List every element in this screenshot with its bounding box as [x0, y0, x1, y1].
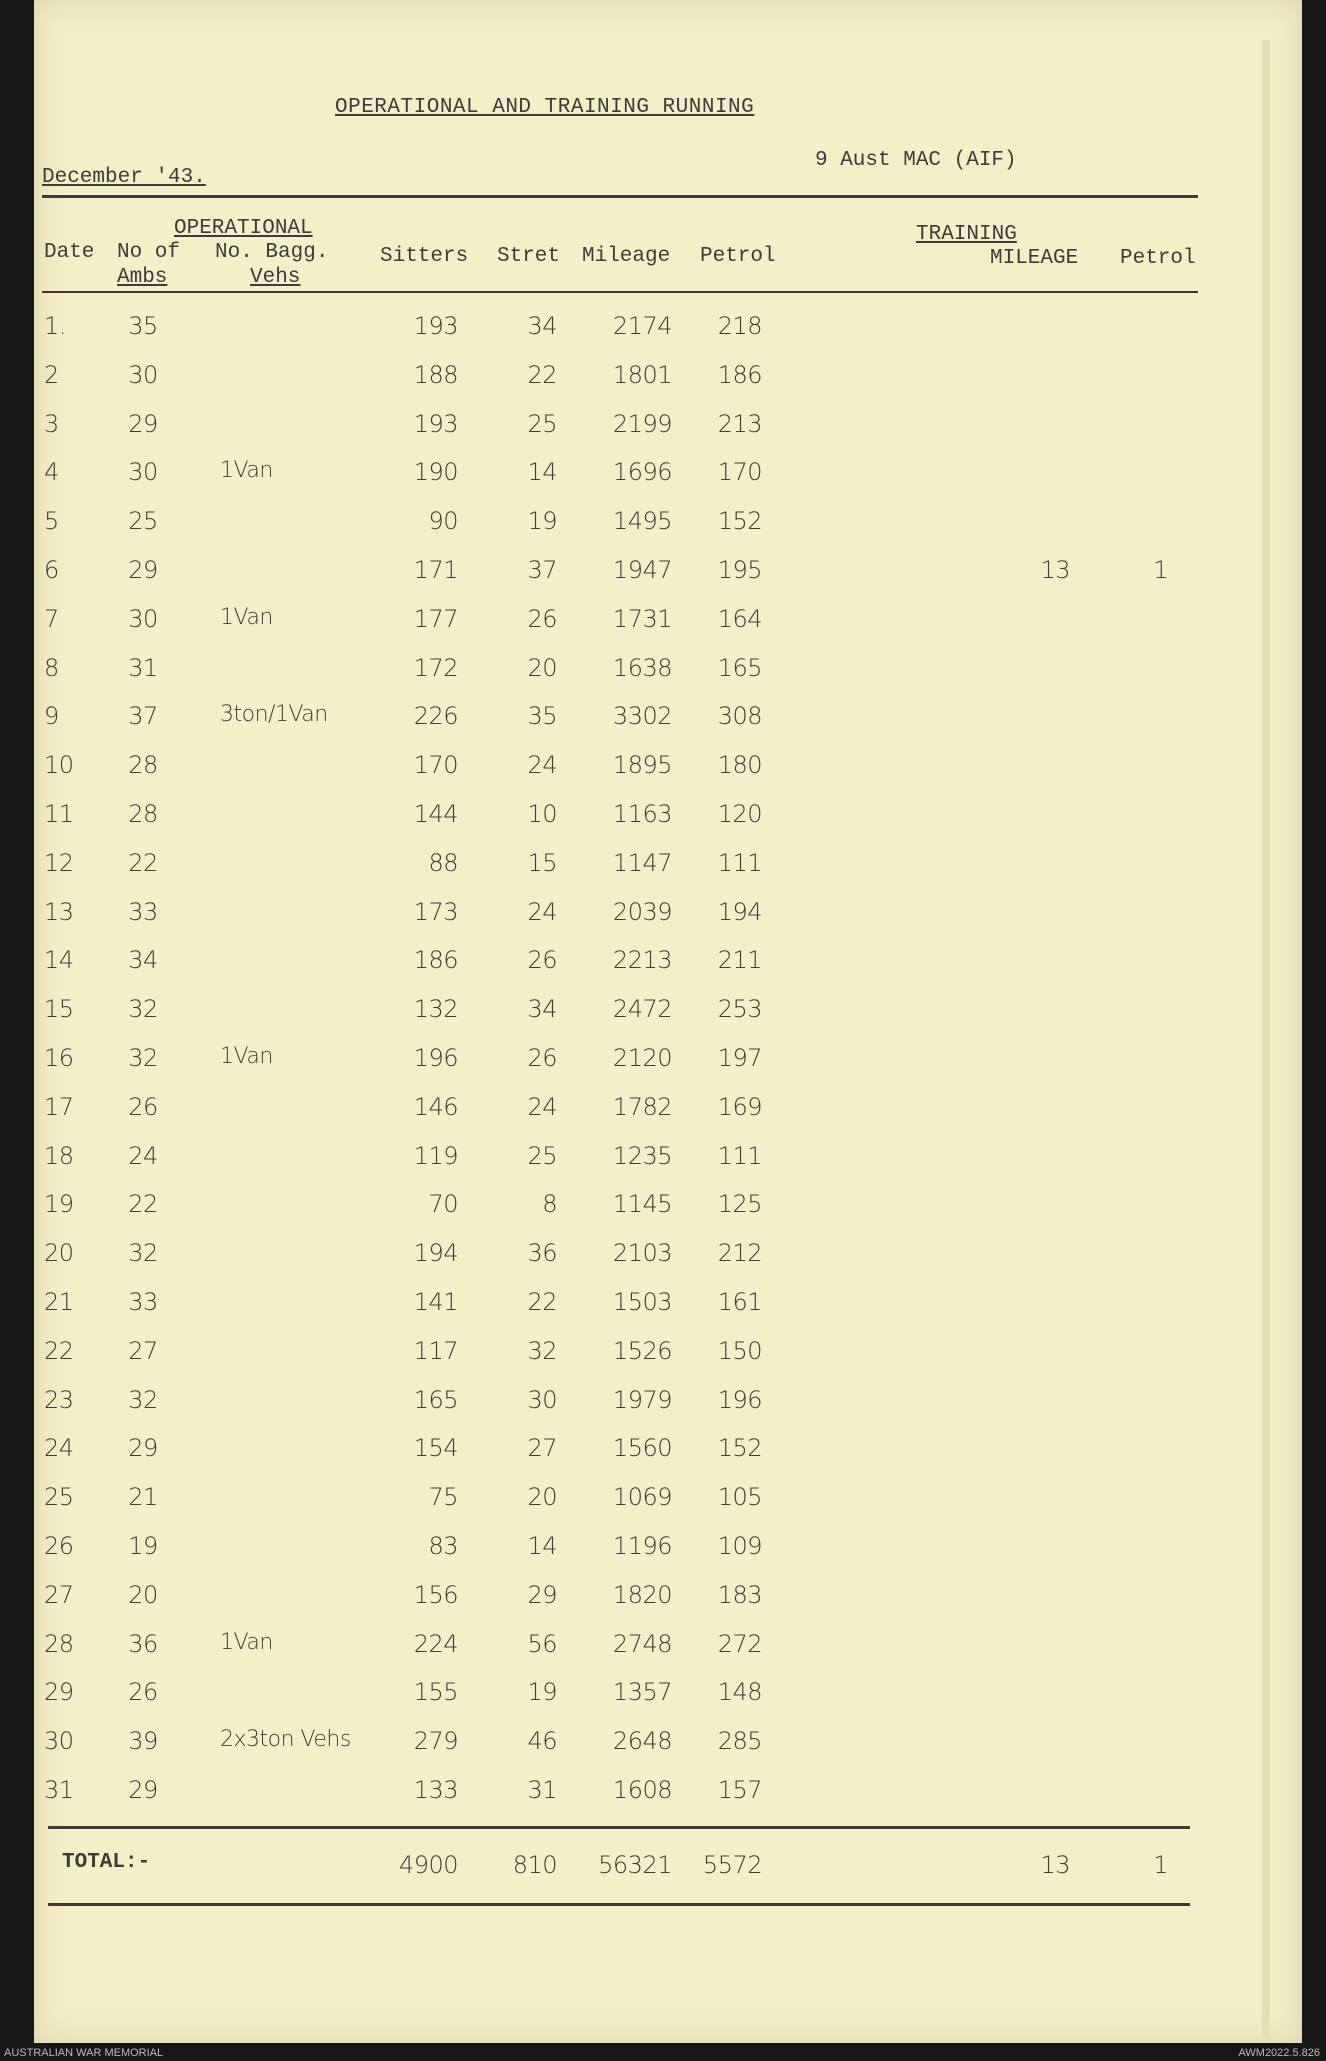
row-petrol: 170: [717, 458, 762, 486]
row-petrol: 186: [717, 361, 762, 389]
header-petrol: Petrol: [700, 245, 776, 268]
table-row: [0, 1483, 1268, 1523]
row-stret: 36: [527, 1239, 557, 1267]
header-no-bagg: No. Bagg.: [215, 241, 329, 264]
row-stret: 27: [527, 1434, 557, 1462]
row-mileage: 2039: [612, 898, 672, 926]
row-stret: 29: [527, 1581, 557, 1609]
total-training-mileage: 13: [1040, 1851, 1070, 1879]
table-row: [0, 654, 1268, 694]
row-bagg-vehs: 1Van: [220, 605, 273, 630]
row-petrol: 272: [717, 1630, 762, 1658]
row-bagg-vehs: 3ton/1Van: [220, 702, 328, 727]
table-row: [0, 800, 1268, 840]
row-stret: 19: [527, 507, 557, 535]
row-sitters: 155: [413, 1678, 458, 1706]
row-stret: 10: [527, 800, 557, 828]
row-sitters: 194: [413, 1239, 458, 1267]
table-row: [0, 1337, 1268, 1377]
row-date: 30: [44, 1727, 74, 1755]
row-date: 14: [44, 946, 74, 974]
row-mileage: 1801: [612, 361, 672, 389]
table-row: [0, 751, 1268, 791]
row-petrol: 183: [717, 1581, 762, 1609]
row-stret: 24: [527, 898, 557, 926]
row-mileage: 2174: [612, 312, 672, 340]
row-sitters: 196: [413, 1044, 458, 1072]
row-ambs: 29: [128, 410, 158, 438]
row-date: 8: [44, 654, 59, 682]
row-ambs: 19: [128, 1532, 158, 1560]
row-stret: 56: [527, 1630, 557, 1658]
row-mileage: 1820: [612, 1581, 672, 1609]
row-date: 28: [44, 1630, 74, 1658]
row-bagg-vehs: 2x3ton Vehs: [220, 1727, 351, 1752]
row-petrol: 196: [717, 1386, 762, 1414]
row-petrol: 211: [717, 946, 762, 974]
row-mileage: 1196: [612, 1532, 672, 1560]
row-ambs: 25: [128, 507, 158, 535]
row-mileage: 1163: [612, 800, 672, 828]
row-sitters: 144: [413, 800, 458, 828]
row-bagg-vehs: 1Van: [220, 1044, 273, 1069]
row-date: 18: [44, 1142, 74, 1170]
row-ambs: 26: [128, 1093, 158, 1121]
row-sitters: 75: [428, 1483, 458, 1511]
table-row: [0, 1727, 1268, 1767]
row-ambs: 33: [128, 898, 158, 926]
row-date: 7: [44, 605, 59, 633]
row-ambs: 27: [128, 1337, 158, 1365]
row-sitters: 141: [413, 1288, 458, 1316]
row-petrol: 161: [717, 1288, 762, 1316]
table-row: [0, 507, 1268, 547]
row-mileage: 2213: [612, 946, 672, 974]
row-sitters: 188: [413, 361, 458, 389]
row-stret: 46: [527, 1727, 557, 1755]
row-bagg-vehs: 1Van: [220, 458, 273, 483]
row-petrol: 164: [717, 605, 762, 633]
footer-left: AUSTRALIAN WAR MEMORIAL: [4, 2047, 164, 2059]
row-training-petrol: 1: [1153, 556, 1168, 584]
row-sitters: 154: [413, 1434, 458, 1462]
row-sitters: 193: [413, 410, 458, 438]
operational-heading: OPERATIONAL: [174, 217, 313, 240]
table-row: [0, 946, 1268, 986]
header-training-petrol: Petrol: [1120, 247, 1196, 270]
row-mileage: 1731: [612, 605, 672, 633]
row-ambs: 21: [128, 1483, 158, 1511]
row-sitters: 165: [413, 1386, 458, 1414]
table-row: [0, 458, 1268, 498]
row-stret: 8: [542, 1190, 557, 1218]
row-stret: 22: [527, 1288, 557, 1316]
totals-rule-bottom: [48, 1903, 1190, 1906]
row-date: 3: [44, 410, 59, 438]
header-no-of: No of: [117, 241, 181, 264]
table-row: [0, 1581, 1268, 1621]
table-row: [0, 605, 1268, 645]
row-stret: 26: [527, 1044, 557, 1072]
row-petrol: 165: [717, 654, 762, 682]
row-petrol: 105: [717, 1483, 762, 1511]
row-ambs: 32: [128, 1386, 158, 1414]
row-ambs: 35: [128, 312, 158, 340]
row-mileage: 1947: [612, 556, 672, 584]
row-petrol: 152: [717, 1434, 762, 1462]
row-sitters: 170: [413, 751, 458, 779]
row-petrol: 169: [717, 1093, 762, 1121]
row-stret: 14: [527, 1532, 557, 1560]
row-date: 22: [44, 1337, 74, 1365]
row-petrol: 253: [717, 995, 762, 1023]
row-petrol: 213: [717, 410, 762, 438]
row-stret: 25: [527, 1142, 557, 1170]
row-petrol: 111: [717, 849, 762, 877]
header-rule-bottom: [42, 291, 1198, 293]
row-ambs: 22: [128, 849, 158, 877]
row-mileage: 1782: [612, 1093, 672, 1121]
row-sitters: 193: [413, 312, 458, 340]
totals-label: TOTAL:-: [62, 1851, 151, 1874]
row-ambs: 22: [128, 1190, 158, 1218]
row-sitters: 146: [413, 1093, 458, 1121]
row-petrol: 150: [717, 1337, 762, 1365]
row-ambs: 26: [128, 1678, 158, 1706]
row-mileage: 2103: [612, 1239, 672, 1267]
table-row: [0, 1776, 1268, 1816]
row-ambs: 30: [128, 605, 158, 633]
total-sitters: 4900: [398, 1851, 458, 1879]
row-mileage: 1638: [612, 654, 672, 682]
row-date: 4: [44, 458, 59, 486]
document-title: OPERATIONAL AND TRAINING RUNNING: [335, 96, 755, 119]
header-ambs: Ambs: [117, 266, 168, 289]
table-row: [0, 702, 1268, 742]
row-date: 27: [44, 1581, 74, 1609]
footer-right: AWM2022.5.826: [1238, 2047, 1320, 2059]
total-petrol: 5572: [702, 1851, 762, 1879]
row-training-mileage: 13: [1040, 556, 1070, 584]
table-row: [0, 1630, 1268, 1670]
row-petrol: 212: [717, 1239, 762, 1267]
row-ambs: 29: [128, 1776, 158, 1804]
table-row: [0, 1190, 1268, 1230]
row-stret: 35: [527, 702, 557, 730]
row-mileage: 1503: [612, 1288, 672, 1316]
header-rule-top: [42, 195, 1198, 198]
month-label: December '43.: [42, 166, 206, 189]
total-training-petrol: 1: [1153, 1851, 1168, 1879]
row-ambs: 29: [128, 556, 158, 584]
row-mileage: 2199: [612, 410, 672, 438]
row-date: 21: [44, 1288, 74, 1316]
row-mileage: 1495: [612, 507, 672, 535]
row-petrol: 111: [717, 1142, 762, 1170]
table-row: [0, 995, 1268, 1035]
table-row: [0, 1142, 1268, 1182]
table-row: [0, 556, 1268, 596]
row-mileage: 1696: [612, 458, 672, 486]
row-stret: 30: [527, 1386, 557, 1414]
header-date: Date: [44, 241, 95, 264]
total-mileage: 56321: [598, 1851, 672, 1879]
row-date: 5: [44, 507, 59, 535]
row-ambs: 32: [128, 1239, 158, 1267]
row-date: 19: [44, 1190, 74, 1218]
row-ambs: 33: [128, 1288, 158, 1316]
row-mileage: 2748: [612, 1630, 672, 1658]
row-mileage: 1526: [612, 1337, 672, 1365]
row-petrol: 285: [717, 1727, 762, 1755]
row-stret: 34: [527, 312, 557, 340]
header-training-mileage: MILEAGE: [990, 247, 1079, 270]
row-mileage: 1608: [612, 1776, 672, 1804]
training-heading: TRAINING: [916, 223, 1017, 246]
row-mileage: 1145: [612, 1190, 672, 1218]
table-row: [0, 849, 1268, 889]
table-row: [0, 361, 1268, 401]
row-ambs: 32: [128, 1044, 158, 1072]
row-stret: 24: [527, 751, 557, 779]
row-petrol: 157: [717, 1776, 762, 1804]
row-petrol: 125: [717, 1190, 762, 1218]
row-sitters: 186: [413, 946, 458, 974]
table-row: [0, 1093, 1268, 1133]
row-mileage: 2472: [612, 995, 672, 1023]
table-row: [0, 1288, 1268, 1328]
row-mileage: 3302: [612, 702, 672, 730]
table-row: [0, 1678, 1268, 1718]
row-sitters: 190: [413, 458, 458, 486]
row-sitters: 83: [428, 1532, 458, 1560]
row-date: 26: [44, 1532, 74, 1560]
row-date: 24: [44, 1434, 74, 1462]
row-date: 16: [44, 1044, 74, 1072]
row-stret: 20: [527, 654, 557, 682]
row-stret: 26: [527, 946, 557, 974]
row-date: 25: [44, 1483, 74, 1511]
row-ambs: 28: [128, 800, 158, 828]
row-sitters: 173: [413, 898, 458, 926]
row-petrol: 195: [717, 556, 762, 584]
row-mileage: 1069: [612, 1483, 672, 1511]
table-row: [0, 312, 1268, 352]
row-ambs: 36: [128, 1630, 158, 1658]
row-stret: 15: [527, 849, 557, 877]
row-stret: 24: [527, 1093, 557, 1121]
row-sitters: 171: [413, 556, 458, 584]
row-petrol: 197: [717, 1044, 762, 1072]
row-mileage: 2120: [612, 1044, 672, 1072]
row-sitters: 279: [413, 1727, 458, 1755]
row-mileage: 1979: [612, 1386, 672, 1414]
header-stret: Stret: [497, 245, 561, 268]
row-mileage: 1560: [612, 1434, 672, 1462]
header-vehs: Vehs: [250, 266, 301, 289]
row-sitters: 88: [428, 849, 458, 877]
row-ambs: 34: [128, 946, 158, 974]
row-stret: 26: [527, 605, 557, 633]
row-petrol: 120: [717, 800, 762, 828]
table-row: [0, 1532, 1268, 1572]
row-petrol: 148: [717, 1678, 762, 1706]
unit-name: 9 Aust MAC (AIF): [815, 149, 1017, 172]
row-sitters: 177: [413, 605, 458, 633]
table-row: [0, 1386, 1268, 1426]
row-ambs: 30: [128, 361, 158, 389]
row-mileage: 2648: [612, 1727, 672, 1755]
row-petrol: 308: [717, 702, 762, 730]
row-ambs: 30: [128, 458, 158, 486]
row-petrol: 194: [717, 898, 762, 926]
row-date: 29: [44, 1678, 74, 1706]
row-petrol: 109: [717, 1532, 762, 1560]
row-stret: 34: [527, 995, 557, 1023]
row-mileage: 1895: [612, 751, 672, 779]
total-stret: 810: [512, 1851, 557, 1879]
table-row: [0, 1044, 1268, 1084]
row-ambs: 37: [128, 702, 158, 730]
row-stret: 32: [527, 1337, 557, 1365]
row-date: 13: [44, 898, 74, 926]
row-stret: 19: [527, 1678, 557, 1706]
row-ambs: 29: [128, 1434, 158, 1462]
row-date: 9: [44, 702, 59, 730]
row-stret: 31: [527, 1776, 557, 1804]
row-sitters: 90: [428, 507, 458, 535]
row-date: 20: [44, 1239, 74, 1267]
row-date: 12: [44, 849, 74, 877]
row-ambs: 32: [128, 995, 158, 1023]
row-sitters: 172: [413, 654, 458, 682]
header-sitters: Sitters: [380, 245, 469, 268]
row-ambs: 20: [128, 1581, 158, 1609]
row-sitters: 156: [413, 1581, 458, 1609]
row-sitters: 70: [428, 1190, 458, 1218]
row-stret: 14: [527, 458, 557, 486]
row-date: 10: [44, 751, 74, 779]
row-ambs: 24: [128, 1142, 158, 1170]
table-row: [0, 1239, 1268, 1279]
table-row: [0, 1434, 1268, 1474]
row-sitters: 132: [413, 995, 458, 1023]
row-date: 11: [44, 800, 74, 828]
header-mileage: Mileage: [582, 245, 671, 268]
row-sitters: 119: [413, 1142, 458, 1170]
row-stret: 22: [527, 361, 557, 389]
row-stret: 37: [527, 556, 557, 584]
row-mileage: 1235: [612, 1142, 672, 1170]
table-row: [0, 898, 1268, 938]
row-petrol: 180: [717, 751, 762, 779]
row-petrol: 152: [717, 507, 762, 535]
table-row: [0, 410, 1268, 450]
row-stret: 25: [527, 410, 557, 438]
row-date: 15: [44, 995, 74, 1023]
row-stret: 20: [527, 1483, 557, 1511]
row-date: 31: [44, 1776, 74, 1804]
row-ambs: 39: [128, 1727, 158, 1755]
row-ambs: 28: [128, 751, 158, 779]
row-sitters: 117: [413, 1337, 458, 1365]
row-bagg-vehs: 1Van: [220, 1630, 273, 1655]
row-date: 6: [44, 556, 59, 584]
row-petrol: 218: [717, 312, 762, 340]
row-mileage: 1147: [612, 849, 672, 877]
row-date: 23: [44, 1386, 74, 1414]
row-date: 17: [44, 1093, 74, 1121]
totals-rule-top: [48, 1826, 1190, 1829]
row-date: 1.: [44, 312, 66, 340]
row-ambs: 31: [128, 654, 158, 682]
row-mileage: 1357: [612, 1678, 672, 1706]
row-sitters: 224: [413, 1630, 458, 1658]
row-date: 2: [44, 361, 59, 389]
row-sitters: 133: [413, 1776, 458, 1804]
row-sitters: 226: [413, 702, 458, 730]
